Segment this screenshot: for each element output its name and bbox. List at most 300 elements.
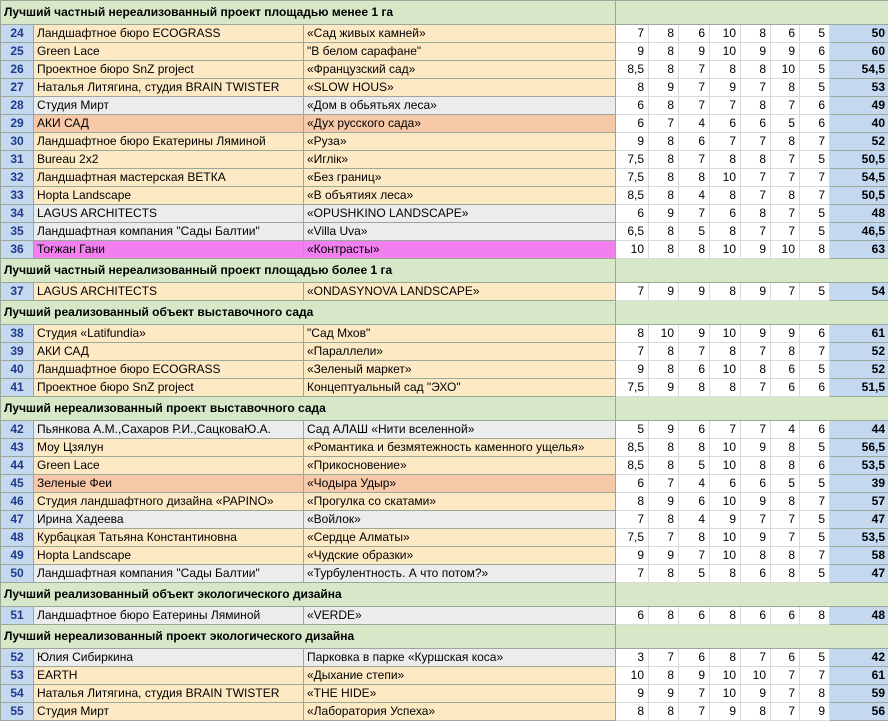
score-cell: 7 [616,511,649,529]
score-cell: 8 [771,565,800,583]
score-cell: 6 [771,379,800,397]
score-cell: 7 [800,343,830,361]
score-cell: 7 [741,223,771,241]
score-cell: 10 [710,685,741,703]
score-cell: 8 [616,493,649,511]
table-row [1,283,888,301]
row-number: 37 [1,283,34,301]
section-header-blank [616,259,888,283]
score-cell: 8 [800,685,830,703]
row-number: 53 [1,667,34,685]
score-cell: 7 [800,493,830,511]
section-header-row [1,397,888,421]
score-cell: 9 [649,493,679,511]
row-number: 27 [1,79,34,97]
total-score: 51,5 [830,379,888,397]
score-cell: 6 [800,43,830,61]
score-cell: 5 [800,565,830,583]
score-cell: 10 [710,25,741,43]
total-score: 47 [830,511,888,529]
table-row [1,43,888,61]
score-cell: 3 [616,649,649,667]
score-cell: 7 [710,97,741,115]
score-cell: 7 [741,511,771,529]
score-cell: 6 [800,457,830,475]
score-cell: 7 [710,421,741,439]
participant-name: Проектное бюро SnZ project [34,379,304,397]
score-cell: 7 [741,343,771,361]
table-row [1,115,888,133]
score-cell: 5 [679,565,710,583]
table-row [1,241,888,259]
table-row [1,223,888,241]
total-score: 61 [830,325,888,343]
total-score: 49 [830,97,888,115]
score-cell: 5 [800,283,830,301]
row-number: 47 [1,511,34,529]
total-score: 53,5 [830,529,888,547]
score-cell: 8 [741,361,771,379]
total-score: 54 [830,283,888,301]
section-title: Лучший реализованный объект экологического дизайна [1,583,616,607]
score-cell: 7 [679,703,710,721]
score-cell: 10 [710,241,741,259]
project-title: «Французский сад» [304,61,616,79]
score-cell: 8 [771,457,800,475]
score-cell: 6 [710,205,741,223]
participant-name: Студия Мирт [34,97,304,115]
score-cell: 7 [710,133,741,151]
score-cell: 7 [771,223,800,241]
section-header-row [1,1,888,25]
score-cell: 8 [771,547,800,565]
table-row [1,493,888,511]
participant-name: АКИ САД [34,343,304,361]
score-cell: 8 [710,379,741,397]
project-title: «Романтика и безмятежность каменного ущелья» [304,439,616,457]
row-number: 44 [1,457,34,475]
section-header-blank [616,583,888,607]
score-cell: 7 [616,343,649,361]
row-number: 30 [1,133,34,151]
section-header-blank [616,397,888,421]
participant-name: Пьянкова А.М.,Сахаров Р.И.,СацковаЮ.А. [34,421,304,439]
project-title: Концептуальный сад "ЭХО" [304,379,616,397]
project-title: «Villa Uva» [304,223,616,241]
participant-name: Зеленые Феи [34,475,304,493]
score-cell: 8 [649,511,679,529]
row-number: 26 [1,61,34,79]
table-row [1,511,888,529]
total-score: 53,5 [830,457,888,475]
project-title: «Чодыра Удыр» [304,475,616,493]
table-row [1,97,888,115]
score-cell: 7 [679,547,710,565]
score-cell: 8 [649,457,679,475]
score-cell: 8 [741,97,771,115]
score-cell: 9 [741,529,771,547]
score-cell: 6 [741,475,771,493]
score-cell: 10 [710,547,741,565]
score-cell: 5 [800,151,830,169]
score-cell: 8 [741,547,771,565]
table-row [1,133,888,151]
participant-name: Наталья Литягина, студия BRAIN TWISTER [34,79,304,97]
score-cell: 4 [679,115,710,133]
score-cell: 10 [616,667,649,685]
score-cell: 7 [800,133,830,151]
score-cell: 8 [710,343,741,361]
project-title: «Прикосновение» [304,457,616,475]
score-cell: 6,5 [616,223,649,241]
project-title: "Сад Мхов" [304,325,616,343]
row-number: 25 [1,43,34,61]
score-cell: 10 [616,241,649,259]
score-cell: 8 [649,607,679,625]
row-number: 31 [1,151,34,169]
project-title: «OPUSHKINO LANDSCAPE» [304,205,616,223]
row-number: 33 [1,187,34,205]
table-row [1,325,888,343]
section-header-blank [616,625,888,649]
score-cell: 7 [649,115,679,133]
score-cell: 6 [800,325,830,343]
project-title: «Параллели» [304,343,616,361]
section-header-blank [616,1,888,25]
participant-name: Ландшафтное бюро Еатерины Ляминой [34,607,304,625]
score-cell: 7 [771,703,800,721]
score-cell: 7 [741,79,771,97]
project-title: Парковка в парке «Куршская коса» [304,649,616,667]
participant-name: Студия «Latifundia» [34,325,304,343]
score-cell: 10 [710,457,741,475]
total-score: 48 [830,205,888,223]
table-row [1,343,888,361]
score-cell: 6 [616,97,649,115]
participant-name: Ландшафтное бюро ECOGRASS [34,361,304,379]
row-number: 29 [1,115,34,133]
project-title: «Зеленый маркет» [304,361,616,379]
score-cell: 7 [771,667,800,685]
project-title: «В объятиях леса» [304,187,616,205]
score-cell: 9 [649,205,679,223]
score-cell: 9 [771,43,800,61]
row-number: 36 [1,241,34,259]
table-row [1,421,888,439]
row-number: 43 [1,439,34,457]
score-cell: 6 [800,115,830,133]
score-cell: 9 [616,685,649,703]
score-cell: 8 [741,205,771,223]
total-score: 56,5 [830,439,888,457]
score-cell: 6 [679,25,710,43]
project-title: «VERDE» [304,607,616,625]
table-row [1,667,888,685]
score-cell: 8 [649,565,679,583]
score-cell: 7 [771,205,800,223]
score-cell: 10 [710,361,741,379]
score-cell: 8 [741,61,771,79]
score-cell: 8,5 [616,457,649,475]
project-title: «Иглік» [304,151,616,169]
score-cell: 8 [710,61,741,79]
score-cell: 6 [616,115,649,133]
score-cell: 8 [649,25,679,43]
score-cell: 5 [800,205,830,223]
score-cell: 8 [649,361,679,379]
score-cell: 7 [649,649,679,667]
score-cell: 10 [771,61,800,79]
row-number: 45 [1,475,34,493]
score-cell: 9 [679,667,710,685]
score-cell: 8 [741,703,771,721]
score-cell: 10 [771,241,800,259]
table-row [1,649,888,667]
score-cell: 6 [771,361,800,379]
score-cell: 9 [616,43,649,61]
row-number: 40 [1,361,34,379]
section-header-row [1,583,888,607]
score-cell: 7 [771,169,800,187]
score-cell: 6 [679,493,710,511]
score-cell: 8 [649,667,679,685]
score-cell: 5 [771,475,800,493]
table-row [1,61,888,79]
total-score: 54,5 [830,169,888,187]
project-title: «Сад живых камней» [304,25,616,43]
table-row [1,439,888,457]
score-cell: 9 [679,43,710,61]
score-cell: 8 [649,151,679,169]
score-cell: 7 [679,685,710,703]
score-cell: 6 [800,421,830,439]
participant-name: Ландшафтная компания "Сады Балтии" [34,223,304,241]
score-cell: 7 [741,421,771,439]
score-cell: 9 [616,547,649,565]
score-cell: 8 [649,439,679,457]
score-cell: 8 [679,169,710,187]
row-number: 41 [1,379,34,397]
score-cell: 8 [741,151,771,169]
score-cell: 8 [649,187,679,205]
score-cell: 5 [616,421,649,439]
score-cell: 8 [710,283,741,301]
score-cell: 7 [741,379,771,397]
score-cell: 9 [616,133,649,151]
score-cell: 5 [771,115,800,133]
score-cell: 5 [679,223,710,241]
project-title: «Контрасты» [304,241,616,259]
score-cell: 5 [800,475,830,493]
score-cell: 7,5 [616,529,649,547]
score-cell: 9 [649,685,679,703]
score-cell: 9 [741,283,771,301]
score-cell: 8 [649,43,679,61]
section-title: Лучший нереализованный проект экологического дизайна [1,625,616,649]
project-title: «Турбулентность. А что потом?» [304,565,616,583]
project-title: «Дыхание степи» [304,667,616,685]
score-cell: 5 [800,25,830,43]
score-cell: 7 [771,511,800,529]
table-row [1,565,888,583]
row-number: 28 [1,97,34,115]
score-cell: 7 [649,529,679,547]
participant-name: Курбацкая Татьяна Константиновна [34,529,304,547]
row-number: 34 [1,205,34,223]
total-score: 57 [830,493,888,511]
project-title: «Руза» [304,133,616,151]
score-cell: 6 [741,115,771,133]
score-cell: 4 [679,511,710,529]
participant-name: Юлия Сибиркина [34,649,304,667]
score-cell: 8 [710,151,741,169]
score-cell: 5 [800,529,830,547]
score-cell: 6 [800,97,830,115]
score-cell: 8 [710,187,741,205]
total-score: 50,5 [830,151,888,169]
table-row [1,79,888,97]
score-cell: 8 [710,649,741,667]
score-cell: 5 [800,439,830,457]
project-title: «ONDASYNOVA LANDSCAPE» [304,283,616,301]
table-row [1,205,888,223]
total-score: 63 [830,241,888,259]
project-title: «THE HIDE» [304,685,616,703]
row-number: 32 [1,169,34,187]
score-cell: 9 [741,241,771,259]
total-score: 40 [830,115,888,133]
total-score: 48 [830,607,888,625]
score-cell: 6 [679,649,710,667]
project-title: «Дом в обьятьях леса» [304,97,616,115]
section-header-row [1,625,888,649]
score-cell: 6 [679,361,710,379]
score-cell: 5 [800,79,830,97]
project-title: «Чудские образки» [304,547,616,565]
score-cell: 8 [679,379,710,397]
score-cell: 8 [649,241,679,259]
score-cell: 8 [710,223,741,241]
score-cell: 10 [710,325,741,343]
score-cell: 9 [710,79,741,97]
row-number: 24 [1,25,34,43]
score-cell: 7 [771,283,800,301]
score-cell: 7 [616,283,649,301]
score-cell: 10 [710,169,741,187]
total-score: 50 [830,25,888,43]
row-number: 55 [1,703,34,721]
total-score: 46,5 [830,223,888,241]
participant-name: Ландшафтное бюро Екатерины Ляминой [34,133,304,151]
score-cell: 9 [741,685,771,703]
score-cell: 9 [649,79,679,97]
participant-name: Студия Мирт [34,703,304,721]
score-cell: 8 [710,565,741,583]
participant-name: Ландшафтная мастерская ВЕТКА [34,169,304,187]
score-cell: 10 [710,667,741,685]
table-row [1,529,888,547]
score-cell: 9 [710,703,741,721]
score-cell: 8 [616,703,649,721]
total-score: 42 [830,649,888,667]
score-cell: 9 [741,439,771,457]
score-cell: 6 [741,565,771,583]
section-title: Лучший частный нереализованный проект площадью более 1 га [1,259,616,283]
score-cell: 7 [771,529,800,547]
table-row [1,685,888,703]
score-cell: 8 [800,241,830,259]
score-cell: 6 [710,115,741,133]
total-score: 47 [830,565,888,583]
score-cell: 5 [800,649,830,667]
score-cell: 8 [741,457,771,475]
score-cell: 6 [616,205,649,223]
score-cell: 8 [710,607,741,625]
total-score: 60 [830,43,888,61]
score-cell: 7 [771,685,800,703]
project-title: «Лаборатория Успеха» [304,703,616,721]
score-cell: 7 [616,565,649,583]
score-cell: 7 [741,133,771,151]
score-cell: 7 [679,151,710,169]
score-cell: 6 [616,607,649,625]
score-cell: 9 [741,325,771,343]
score-cell: 9 [679,283,710,301]
score-cell: 8 [679,529,710,547]
total-score: 54,5 [830,61,888,79]
score-cell: 6 [710,475,741,493]
project-title: "В белом сарафане" [304,43,616,61]
total-score: 56 [830,703,888,721]
score-cell: 7 [679,343,710,361]
table-body [1,1,888,721]
row-number: 52 [1,649,34,667]
total-score: 52 [830,343,888,361]
score-cell: 5 [800,223,830,241]
section-title: Лучший нереализованный проект выставочного сада [1,397,616,421]
score-cell: 8 [616,325,649,343]
total-score: 39 [830,475,888,493]
score-cell: 8,5 [616,61,649,79]
score-cell: 7 [771,151,800,169]
score-cell: 7 [800,547,830,565]
score-cell: 4 [771,421,800,439]
score-cell: 9 [771,325,800,343]
participant-name: LAGUS ARCHITECTS [34,205,304,223]
score-cell: 7 [800,169,830,187]
score-cell: 7 [741,187,771,205]
score-cell: 6 [771,607,800,625]
total-score: 58 [830,547,888,565]
row-number: 35 [1,223,34,241]
total-score: 44 [830,421,888,439]
score-cell: 7,5 [616,379,649,397]
score-cell: 8 [800,607,830,625]
participant-name: АКИ САД [34,115,304,133]
score-cell: 8 [649,97,679,115]
score-cell: 8,5 [616,439,649,457]
score-cell: 9 [649,421,679,439]
score-cell: 8 [771,79,800,97]
table-row [1,25,888,43]
row-number: 50 [1,565,34,583]
table-row [1,457,888,475]
score-cell: 10 [710,43,741,61]
score-cell: 6 [679,421,710,439]
score-cell: 8 [649,703,679,721]
score-cell: 8 [771,343,800,361]
section-header-blank [616,301,888,325]
